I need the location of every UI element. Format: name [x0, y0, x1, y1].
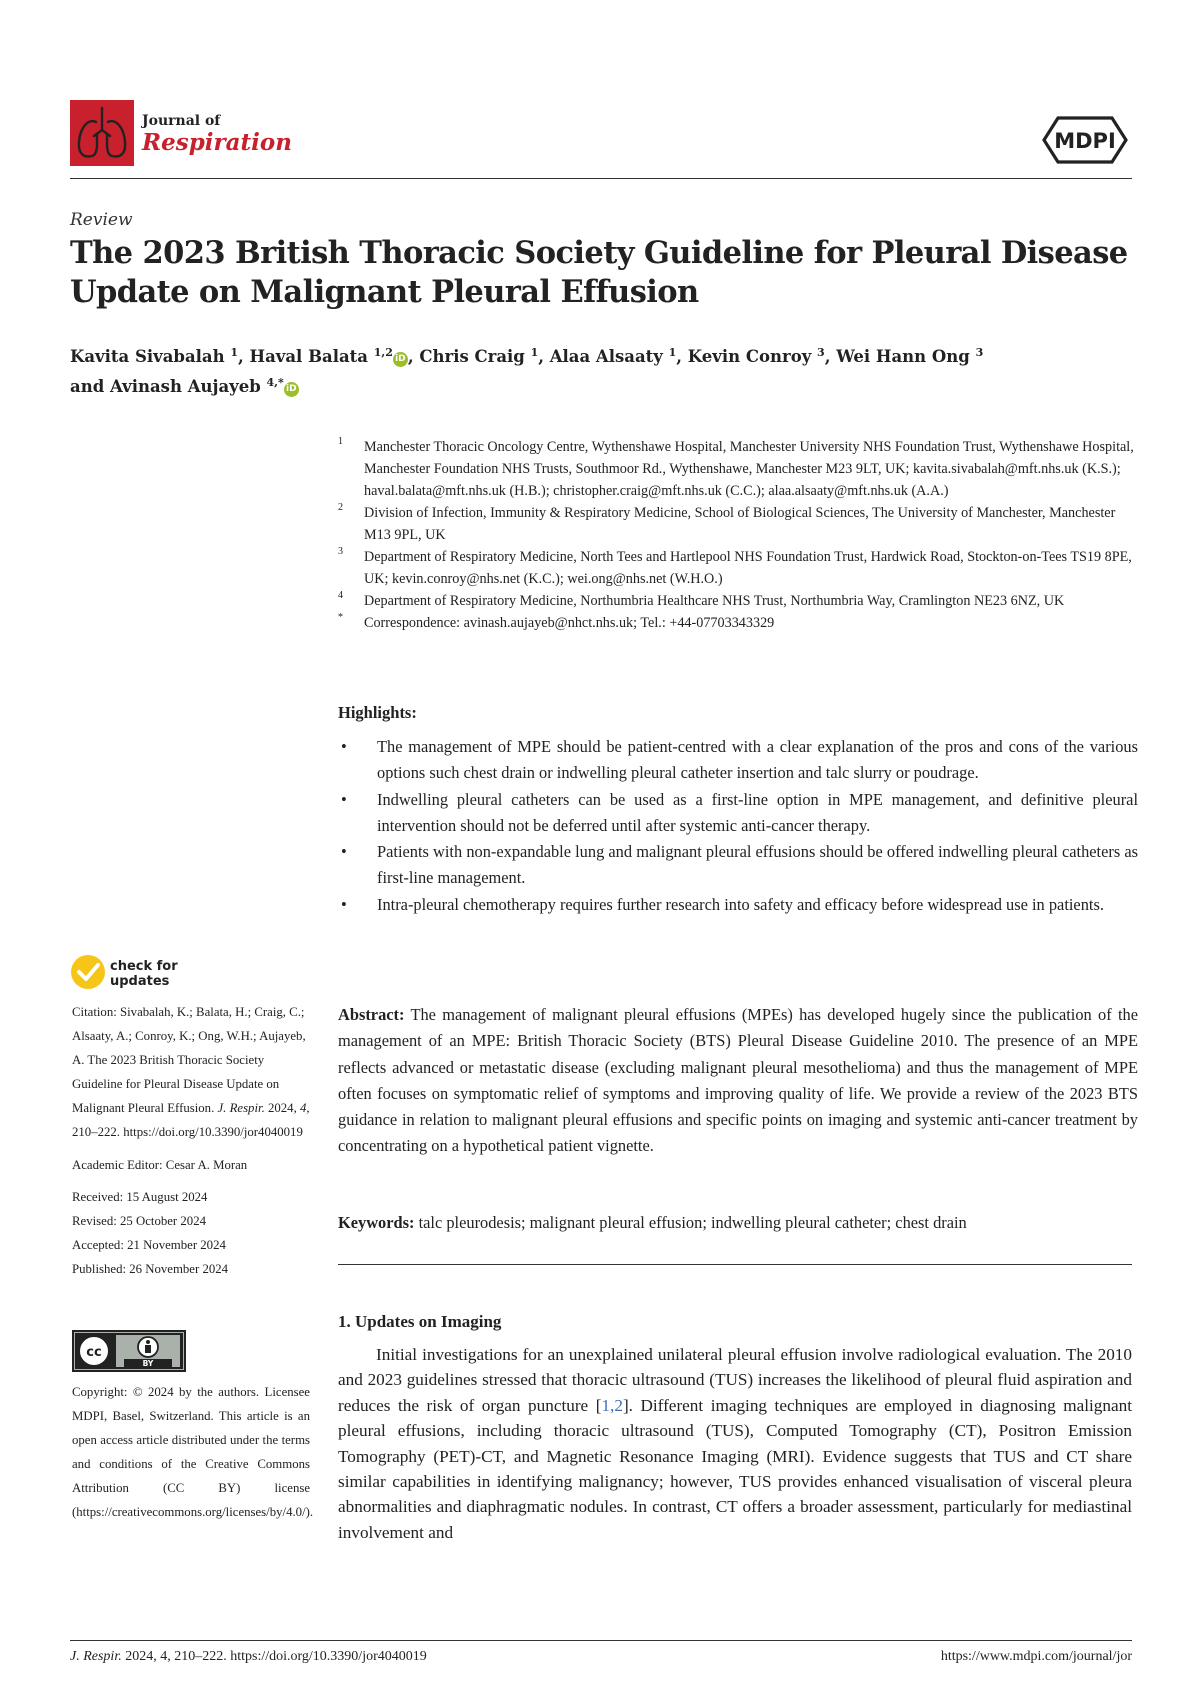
author-name[interactable]: Chris Craig: [419, 347, 525, 366]
journal-name-line2: Respiration: [142, 129, 292, 156]
date-revised: Revised: 25 October 2024: [72, 1213, 206, 1228]
citation-journal: J. Respir.: [217, 1101, 265, 1116]
citation-year: 2024,: [267, 1101, 297, 1116]
footer-citation-text[interactable]: 2024, 4, 210–222. https://doi.org/10.3390/jor4040019: [125, 1649, 427, 1664]
correspondence-text[interactable]: Correspondence: avinash.aujayeb@nhct.nhs.uk; Tel.: +44-07703343329: [364, 615, 775, 631]
abstract-label: Abstract:: [338, 1005, 405, 1024]
date-accepted: Accepted: 21 November 2024: [72, 1237, 226, 1252]
citation-block: [72, 1000, 310, 1145]
section-text: Initial investigations for an unexplained unilateral pleural effusion involve radiological evaluation. The 2010 and 2023 guidelines stressed that thoracic ultrasound (TUS) increases the likelihood of pleural fluid aspiration and reduces the risk of organ puncture [: [338, 1345, 1132, 1415]
affiliation-text: Department of Respiratory Medicine, Northumbria Healthcare NHS Trust, Northumbria Way, Cramlington NE23 6NZ, UK: [364, 593, 1065, 609]
author-affiliation: 3: [817, 346, 825, 359]
author-name[interactable]: Haval Balata: [249, 347, 368, 366]
affiliation-text: Department of Respiratory Medicine, North Tees and Hartlepool NHS Foundation Trust, Hardwick Road, Stockton-on-Tees TS19 8PE, UK; kevin.conroy@nhs.net (K.C.); wei.ong@nhs.net (W.H.O.): [364, 549, 1132, 587]
footer-citation: [70, 1649, 427, 1665]
author-name[interactable]: Wei Hann Ong: [836, 347, 970, 366]
academic-editor: Academic Editor: Cesar A. Moran: [72, 1157, 248, 1172]
date-received: Received: 15 August 2024: [72, 1189, 208, 1204]
orcid-icon[interactable]: iD: [284, 382, 299, 397]
affiliation-number: *: [338, 612, 343, 623]
affiliation-number: 4: [338, 590, 343, 601]
citation-text: Sivabalah, K.; Balata, H.; Craig, C.; Alsaaty, A.; Conroy, K.; Ong, W.H.; Aujayeb, A. The 2023 British Thoracic Society Guideline for Pleural Disease Update on Malignant Pleural Effusion.: [72, 1005, 306, 1116]
author-list: Kavita Sivabalah $^1$, Haval Balata $^{1,2}$ iD , Chris Craig $^1$, Alaa Alsaaty $^1$, Kevin Conroy $^3$, Wei Hann Ong $^3$ and Avinash Aujayeb $^{4,*}$ iD: [70, 346, 984, 396]
author-and: and: [70, 377, 105, 396]
keywords-text: talc pleurodesis; malignant pleural effusion; indwelling pleural catheter; chest drain: [418, 1213, 967, 1232]
highlight-text: The management of MPE should be patient-centred with a clear explanation of the pros and cons of the various options such chest drain or indwelling pleural catheter insertion and talc slurry or poudrage.: [377, 737, 1138, 783]
footer-divider: [70, 1640, 1132, 1641]
bullet-icon: •: [341, 789, 347, 809]
section-body: [338, 1342, 1132, 1545]
highlight-item: [338, 734, 1138, 787]
affiliation-number: 1: [338, 436, 343, 447]
page-header: [70, 100, 1132, 178]
affiliation-item: [338, 590, 1138, 612]
author-affiliation: 3: [975, 346, 984, 359]
highlights-list: [338, 734, 1138, 918]
highlight-text: Patients with non-expandable lung and malignant pleural effusions should be offered indwelling pleural catheters as first-line management.: [377, 842, 1138, 888]
footer-journal: J. Respir.: [70, 1649, 122, 1664]
check-updates-line1: check for: [110, 959, 178, 974]
journal-logo[interactable]: [70, 100, 296, 170]
check-updates-line2: updates: [110, 974, 170, 989]
mdpi-logo[interactable]: [1038, 112, 1132, 168]
highlight-item: [338, 892, 1138, 918]
affiliation-item: [338, 546, 1138, 590]
citation-label: Citation:: [72, 1005, 117, 1019]
header-divider: [70, 178, 1132, 179]
bullet-icon: •: [341, 842, 347, 862]
affiliation-number: 3: [338, 546, 343, 557]
citation-link[interactable]: 1,2: [601, 1395, 623, 1415]
keywords-label: Keywords:: [338, 1213, 415, 1232]
citation-pages: 210–222.: [72, 1125, 120, 1140]
footer-journal-url[interactable]: https://www.mdpi.com/journal/jor: [940, 1649, 1132, 1664]
check-for-updates-badge[interactable]: [70, 952, 230, 992]
section-heading: 1. Updates on Imaging: [338, 1312, 502, 1331]
mdpi-logo-text: MDPI: [1054, 129, 1116, 153]
bullet-icon: •: [341, 737, 347, 756]
highlight-text: Indwelling pleural catheters can be used as a first-line option in MPE management, and definitive pleural intervention should not be deferred until after systemic anti-cancer therapy.: [377, 789, 1138, 835]
citation-volume: 4,: [299, 1101, 310, 1116]
abstract: [338, 1002, 1138, 1160]
highlights-heading: Highlights:: [338, 703, 417, 722]
affiliation-text: Manchester Thoracic Oncology Centre, Wythenshawe Hospital, Manchester University NHS Foundation Trust, Wythenshawe Hospital, Manchester Foundation NHS Trusts, Southmoor Rd., Wythenshawe, Manchester M23 9LT, UK; kavita.sivabalah@mft.nhs.uk (K.S.); haval.balata@mft.nhs.uk (H.B.); christopher.craig@mft.nhs.uk (C.C.); alaa.alsaaty@mft.nhs.uk (A.A.): [364, 439, 1134, 499]
affiliation-number: 2: [338, 502, 343, 513]
highlight-text: Intra-pleural chemotherapy requires further research into safety and efficacy before widespread use in patients.: [377, 894, 1104, 914]
by-label: BY: [142, 1359, 154, 1368]
abstract-text: The management of malignant pleural effusions (MPEs) has developed hugely since the publication of the management of an MPE: British Thoracic Society (BTS) Pleural Disease Guideline 2010. The presence of an MPE reflects advanced or metastatic disease (excluding malignant pleural mesothelioma) and thus the management of MPE often focuses on symptomatic relief of symptoms and improving quality of life. We provide a review of the 2023 BTS guidance in relation to malignant pleural effusions and specific points on imaging and systemic anti-cancer treatment by concentrating on a hypothetical patient vignette.: [338, 1005, 1138, 1156]
article-title: The 2023 British Thoracic Society Guideline for Pleural Disease Update on Malignant Pleural Effusion: [70, 235, 1128, 310]
keywords: [338, 1210, 1138, 1236]
section-divider: [338, 1264, 1132, 1265]
author-affiliation: 1: [530, 346, 539, 359]
date-published: Published: 26 November 2024: [72, 1261, 229, 1276]
cc-by-license-badge[interactable]: [72, 1330, 186, 1372]
author-name[interactable]: Avinash Aujayeb: [109, 377, 261, 396]
author-name[interactable]: Kavita Sivabalah: [70, 347, 225, 366]
author-affiliation: 1,2: [373, 346, 393, 359]
section-text: ]. Different imaging techniques are employed in diagnosing malignant pleural effusions, including thoracic ultrasound (TUS), Computed Tomography (CT), Positron Emission Tomography (PET)-CT, and Magnetic Resonance Imaging (MRI). Evidence suggests that TUS and CT share similar capabilities in identifying malignancy; however, TUS provides enhanced visualisation of visceral pleura abnormalities and diaphragmatic nodules. In contrast, CT offers a broader assessment, particularly for mediastinal involvement and: [338, 1395, 1132, 1542]
author-affiliation: 1: [230, 346, 238, 359]
author-name[interactable]: Kevin Conroy: [687, 347, 812, 366]
affiliation-item: [338, 502, 1138, 546]
check-updates-icon: [71, 955, 105, 989]
article-type: Review: [70, 210, 133, 230]
affiliation-item: [338, 436, 1138, 502]
author-affiliation: 1: [668, 346, 677, 359]
author-name[interactable]: Alaa Alsaaty: [549, 347, 663, 366]
author-affiliation: 4,*: [266, 376, 284, 389]
sidebar: [72, 1000, 310, 1281]
bullet-icon: •: [341, 894, 347, 914]
copyright-notice: Copyright: © 2024 by the authors. Licensee MDPI, Basel, Switzerland. This article is an open access article distributed under the terms and conditions of the Creative Commons Attribution (CC BY) license (https://creativecommons.org/licenses/by/4.0/).: [72, 1385, 314, 1519]
citation-doi-link[interactable]: https://doi.org/10.3390/jor4040019: [123, 1125, 303, 1140]
highlight-item: [338, 787, 1138, 840]
journal-name-line1: Journal of: [142, 113, 221, 129]
affiliation-text: Division of Infection, Immunity & Respiratory Medicine, School of Biological Sciences, The University of Manchester, Manchester M13 9PL, UK: [364, 505, 1116, 543]
correspondence-item: [338, 612, 1138, 634]
affiliations: [338, 436, 1138, 634]
cc-icon-text: cc: [86, 1345, 102, 1360]
highlight-item: [338, 839, 1138, 892]
orcid-icon[interactable]: iD: [393, 352, 408, 367]
